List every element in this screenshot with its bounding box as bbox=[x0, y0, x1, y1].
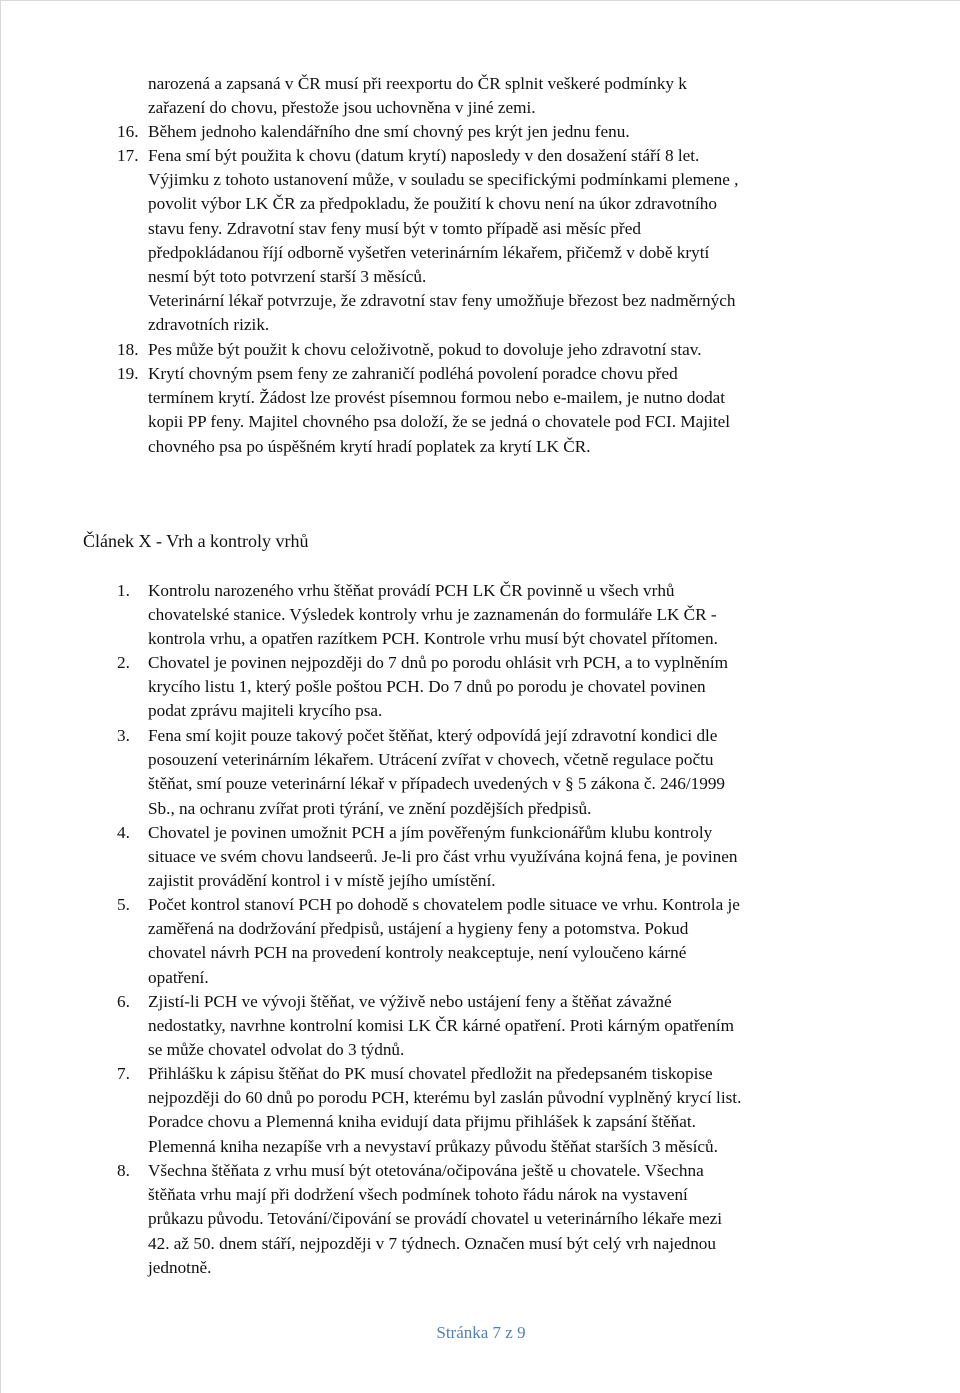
section-item-3 bbox=[148, 724, 725, 821]
section-item-2-number: 2. bbox=[117, 653, 130, 672]
item-19-number: 19. bbox=[117, 364, 139, 383]
text-line: Fena smí být použita k chovu (datum krytí) naposledy v den dosažení stáří 8 let. bbox=[148, 146, 700, 165]
text-line: opatření. bbox=[148, 967, 209, 987]
text-line: posouzení veterinárním lékařem. Utrácení zvířat v chovech, včetně regulace počtu bbox=[148, 750, 714, 770]
text-line: zdravotních rizik. bbox=[148, 315, 270, 335]
text-line: Pes může být použit k chovu celoživotně, pokud to dovoluje jeho zdravotní stav. bbox=[148, 340, 702, 359]
text-line: krycího listu 1, který pošle poštou PCH. Do 7 dnů po porodu je chovatel povinen bbox=[148, 677, 706, 697]
section-item-6-number: 6. bbox=[117, 992, 130, 1011]
text-line: stavu feny. Zdravotní stav feny musí být v tomto případě asi měsíc před bbox=[148, 218, 641, 238]
text-line: zajistit provádění kontrol i v místě jejího umístění. bbox=[148, 871, 496, 891]
text-line: Přihlášku k zápisu štěňat do PK musí chovatel předložit na předepsaném tiskopise bbox=[148, 1064, 713, 1083]
item-17 bbox=[148, 144, 738, 338]
text-line: chovatelské stanice. Výsledek kontroly vrhu je zaznamenán do formuláře LK ČR - bbox=[148, 605, 717, 625]
text-line: Fena smí kojit pouze takový počet štěňat, který odpovídá její zdravotní kondici dle bbox=[148, 726, 718, 745]
text-line: průkazu původu. Tetování/čipování se provádí chovatel u veterinárního lékaře mezi bbox=[148, 1209, 723, 1229]
text-line: chovatel návrh PCH na provedení kontroly neakceptuje, není vyloučeno kárné bbox=[148, 943, 687, 963]
text-line: štěňat, smí pouze veterinární lékař v případech uvedených v § 5 zákona č. 246/1999 bbox=[148, 774, 726, 794]
text-line: Počet kontrol stanoví PCH po dohodě s chovatelem podle situace ve vrhu. Kontrola je bbox=[148, 895, 740, 914]
section-item-8-number: 8. bbox=[117, 1161, 130, 1180]
text-line: zaměřená na dodržování předpisů, ustájení a hygieny feny a potomstva. Pokud bbox=[148, 919, 689, 939]
text-line: podat zprávu majiteli krycího psa. bbox=[148, 701, 383, 721]
section-item-8 bbox=[148, 1159, 722, 1280]
section-item-4-number: 4. bbox=[117, 823, 130, 842]
text-line: Plemenná kniha nezapíše vrh a nevystaví průkazy původu štěňat starších 3 měsíců. bbox=[148, 1136, 718, 1156]
item-17-number: 17. bbox=[117, 146, 139, 165]
text-line: nejpozději do 60 dnů po porodu PCH, kterému byl zaslán původní vyplněný krycí list. bbox=[148, 1088, 742, 1108]
text-line: Zjistí-li PCH ve vývoji štěňat, ve výživě nebo ustájení feny a štěňat závažné bbox=[148, 992, 672, 1011]
text-line: Sb., na ochranu zvířat proti týrání, ve znění pozdějších předpisů. bbox=[148, 798, 592, 818]
text-line: nesmí být toto potvrzení starší 3 měsíců. bbox=[148, 267, 427, 287]
text-line: Chovatel je povinen nejpozději do 7 dnů po porodu ohlásit vrh PCH, a to vyplněním bbox=[148, 653, 729, 672]
section-item-1 bbox=[148, 579, 718, 652]
text-line: nedostatky, navrhne kontrolní komisi LK ČR kárné opatření. Proti kárným opatřením bbox=[148, 1016, 735, 1036]
text-line: štěňata vrhu mají při dodržení všech podmínek tohoto řádu nárok na vystavení bbox=[148, 1185, 688, 1205]
item-18 bbox=[148, 338, 702, 362]
text-line: Chovatel je povinen umožnit PCH a jím pověřeným funkcionářům klubu kontroly bbox=[148, 823, 713, 842]
text-line: Poradce chovu a Plemenná kniha evidují data přijmu přihlášek k zapsání štěňat. bbox=[148, 1112, 696, 1132]
section-item-5-number: 5. bbox=[117, 895, 130, 914]
text-line: 42. až 50. dnem stáří, nejpozději v 7 týdnech. Označen musí být celý vrh najednou bbox=[148, 1233, 716, 1253]
text-line: situace ve svém chovu landseerů. Je-li pro část vrhu využívána kojná fena, je povinen bbox=[148, 847, 738, 867]
item-16 bbox=[148, 120, 630, 144]
section-item-4 bbox=[148, 821, 737, 894]
section-item-3-number: 3. bbox=[117, 726, 130, 745]
text-line: jednotně. bbox=[148, 1257, 212, 1277]
text-line: Všechna štěňata z vrhu musí být otetována/očipována ještě u chovatele. Všechna bbox=[148, 1161, 704, 1180]
item-16-number: 16. bbox=[117, 122, 139, 141]
section-item-7 bbox=[148, 1062, 741, 1159]
text-line: narozená a zapsaná v ČR musí při reexportu do ČR splnit veškeré podmínky k bbox=[148, 74, 687, 93]
item-18-number: 18. bbox=[117, 340, 139, 359]
text-line: Kontrolu narozeného vrhu štěňat provádí PCH LK ČR povinně u všech vrhů bbox=[148, 581, 675, 600]
section-item-5 bbox=[148, 893, 740, 990]
text-line: Během jednoho kalendářního dne smí chovný pes krýt jen jednu fenu. bbox=[148, 122, 630, 141]
section-item-2 bbox=[148, 651, 728, 724]
text-line: kopii PP feny. Majitel chovného psa doloží, že se jedná o chovatele pod FCI. Majitel bbox=[148, 412, 731, 432]
text-line: kontrola vrhu, a opatřen razítkem PCH. Kontrole vrhu musí být chovatel přítomen. bbox=[148, 629, 718, 649]
text-line: chovného psa po úspěšném krytí hradí poplatek za krytí LK ČR. bbox=[148, 436, 591, 456]
section-item-7-number: 7. bbox=[117, 1064, 130, 1083]
text-line: povolit výbor LK ČR za předpokladu, že použití k chovu není na úkor zdravotního bbox=[148, 194, 717, 214]
section-heading: Článek X - Vrh a kontroly vrhů bbox=[83, 531, 309, 551]
text-line: se může chovatel odvolat do 3 týdnů. bbox=[148, 1040, 405, 1060]
text-line: Výjimku z tohoto ustanovení může, v souladu se specifickými podmínkami plemene , bbox=[148, 170, 739, 190]
text-line: termínem krytí. Žádost lze provést písemnou formou nebo e-mailem, je nutno dodat bbox=[148, 388, 726, 408]
text-line: Veterinární lékař potvrzuje, že zdravotní stav feny umožňuje březost bez nadměrných bbox=[148, 291, 736, 311]
section-item-1-number: 1. bbox=[117, 581, 130, 600]
text-line: zařazení do chovu, přestože jsou uchovněna v jiné zemi. bbox=[148, 98, 536, 118]
text-line: Krytí chovným psem feny ze zahraničí podléhá povolení poradce chovu před bbox=[148, 364, 678, 383]
page-number-footer: Stránka 7 z 9 bbox=[436, 1323, 526, 1342]
item-15-continuation bbox=[148, 72, 687, 120]
section-item-6 bbox=[148, 990, 734, 1063]
item-19 bbox=[148, 362, 730, 459]
text-line: předpokládanou říjí odborně vyšetřen veterinárním lékařem, přičemž v době krytí bbox=[148, 242, 710, 262]
